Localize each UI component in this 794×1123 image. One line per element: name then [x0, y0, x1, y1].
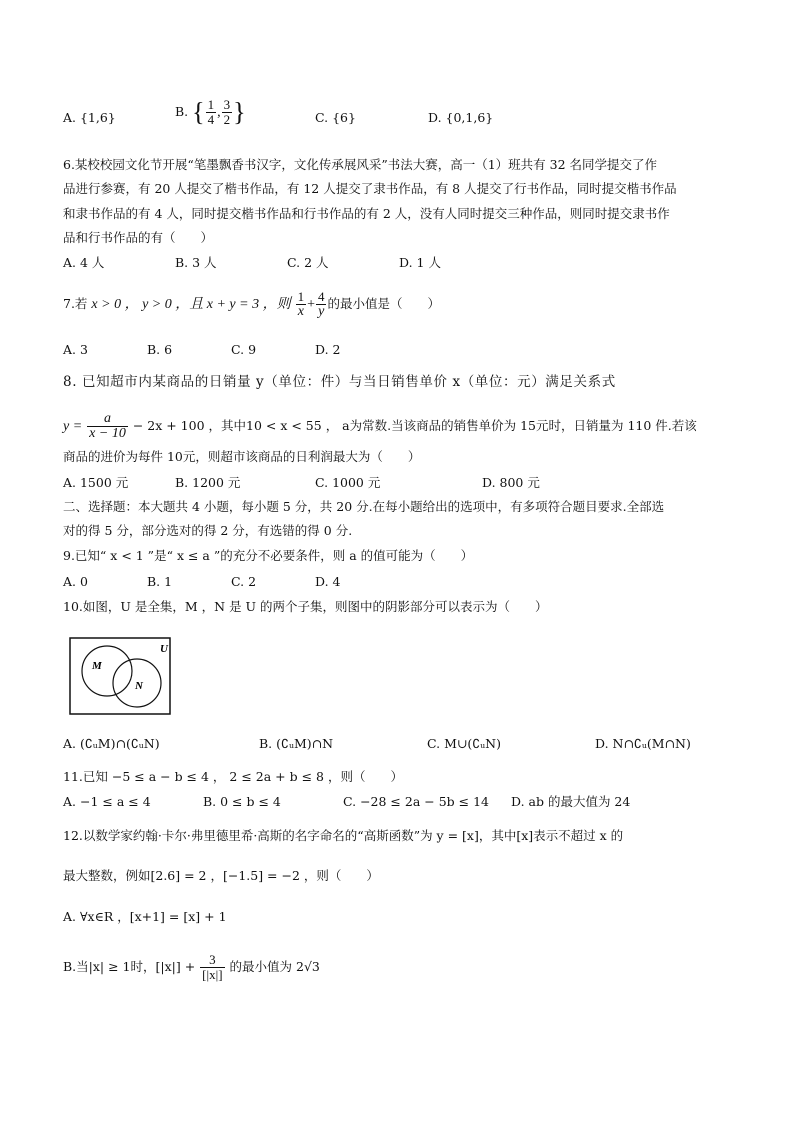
q12-line1: 12.以数学家约翰·卡尔·弗里德里希·高斯的名字命名的“高斯函数”为 y = [x]，其中[x]表示不超过 x 的	[63, 828, 624, 843]
q9-stem: 9.已知“ x < 1 ”是“ x ≤ a ”的充分不必要条件，则 a 的值可能为（ ）	[63, 548, 474, 563]
q10-option-c: C. M∪(∁ᵤN)	[427, 736, 501, 751]
q5-option-a: A. {1,6}	[63, 110, 116, 125]
q6-option-d: D. 1 人	[399, 255, 441, 270]
q8-option-a: A. 1500 元	[63, 475, 129, 490]
q8-line1: 8. 已知超市内某商品的日销量 y（单位：件）与当日销售单价 x（单位：元）满足关系式	[63, 374, 616, 390]
q6-line1: 6.某校校园文化节开展“笔墨飘香书汉字，文化传承展风采”书法大赛，高一（1）班共有 32 名同学提交了作	[63, 157, 658, 172]
q5-option-b: B. { $\frac{1}{4}$ , $\frac{3}{2}$ }	[175, 97, 246, 127]
q10-stem: 10.如图，U 是全集，M ，N 是 U 的两个子集，则图中的阴影部分可以表示为（ ）	[63, 599, 548, 614]
q7-option-c: C. 9	[231, 342, 257, 357]
q9-option-c: C. 2	[231, 574, 257, 589]
q7-option-d: D. 2	[315, 342, 341, 357]
q10-option-d: D. N∩∁ᵤ(M∩N)	[595, 736, 691, 751]
q11-option-d: D. ab 的最大值为 24	[511, 794, 631, 809]
q9-option-d: D. 4	[315, 574, 341, 589]
q11-stem: 11.已知 −5 ≤ a − b ≤ 4 ， 2 ≤ 2a + b ≤ 8 ，则（ ）	[63, 769, 403, 784]
q6-option-a: A. 4 人	[63, 255, 105, 270]
q8-line3: 商品的进价为每件 10元，则超市该商品的日利润最大为（ ）	[63, 449, 421, 464]
q5-option-b-prefix: B.	[175, 104, 189, 119]
q8-option-c: C. 1000 元	[315, 475, 381, 490]
q9-option-b: B. 1	[147, 574, 173, 589]
q7-condition: x > 0 ， y > 0 ，且 x + y = 3 ，则	[91, 297, 291, 312]
q12-option-b: B.当|x| ≥ 1时，[|x|] + $\frac{3}{[|x|]}$ 的最小值为 2√3	[63, 952, 320, 982]
q6-option-b: B. 3 人	[175, 255, 217, 270]
q10-option-a: A. (∁ᵤM)∩(∁ᵤN)	[63, 736, 160, 751]
q5-option-d: D. {0,1,6}	[428, 110, 494, 125]
q12-option-a: A. ∀x∈R ，[x+1] = [x] + 1	[63, 909, 227, 924]
q6-option-c: C. 2 人	[287, 255, 329, 270]
q10-option-b: B. (∁ᵤM)∩N	[259, 736, 334, 751]
q7-option-a: A. 3	[63, 342, 88, 357]
section2-line1: 二、选择题：本大题共 4 小题，每小题 5 分，共 20 分.在每小题给出的选项中，有多项符合题目要求.全部选	[63, 499, 665, 514]
label-u: U	[160, 643, 168, 655]
q6-line3: 和隶书作品的有 4 人，同时提交楷书作品和行书作品的有 2 人，没有人同时提交三种作品，则同时提交隶书作	[63, 206, 670, 221]
label-m: M	[92, 660, 102, 672]
q8-equation-line: y = $\frac{a}{x - 10}$ − 2x + 100 ，其中10 < x < 55 ， a为常数.当该商品的销售单价为 15元时，日销量为 110 件.若该	[63, 411, 697, 441]
q8-option-b: B. 1200 元	[175, 475, 241, 490]
q12-b-frac: $\frac{3}{[|x|]}$	[202, 952, 223, 982]
q8-option-d: D. 800 元	[482, 475, 540, 490]
q11-option-a: A. −1 ≤ a ≤ 4	[63, 794, 151, 809]
q9-option-a: A. 0	[63, 574, 88, 589]
q7-stem: 7.若 x > 0 ， y > 0 ，且 x + y = 3 ，则 $\frac{1}{x}$ + $\frac{4}{y}$ 的最小值是（ ）	[63, 289, 440, 319]
label-n: N	[135, 680, 143, 692]
section2-line2: 对的得 5 分，部分选对的得 2 分，有选错的得 0 分.	[63, 523, 353, 538]
q7-frac1: $\frac{1}{x}$	[297, 289, 305, 319]
q8-frac: $\frac{a}{x - 10}$	[89, 411, 126, 441]
q6-line2: 品进行参赛，有 20 人提交了楷书作品，有 12 人提交了隶书作品，有 8 人提交了行书作品，同时提交楷书作品	[63, 181, 677, 196]
q7-option-b: B. 6	[147, 342, 173, 357]
q5-b-frac2: $\frac{3}{2}$	[223, 97, 231, 127]
venn-diagram	[69, 637, 171, 715]
q7-frac2: $\frac{4}{y}$	[317, 289, 325, 319]
q11-option-c: C. −28 ≤ 2a − 5b ≤ 14	[343, 794, 489, 809]
q8-eq-rest: − 2x + 100 ，其中10 < x < 55 ， a为常数.当该商品的销售单价为 15元时，日销量为 110 件.若该	[132, 418, 697, 433]
q6-line4: 品和行书作品的有（ ）	[63, 230, 214, 245]
q12-line2: 最大整数，例如[2.6] = 2 ，[−1.5] = −2 ，则（ ）	[63, 868, 379, 883]
q11-option-b: B. 0 ≤ b ≤ 4	[203, 794, 281, 809]
q5-option-c: C. {6}	[315, 110, 356, 125]
q5-b-frac1: $\frac{1}{4}$	[207, 97, 215, 127]
